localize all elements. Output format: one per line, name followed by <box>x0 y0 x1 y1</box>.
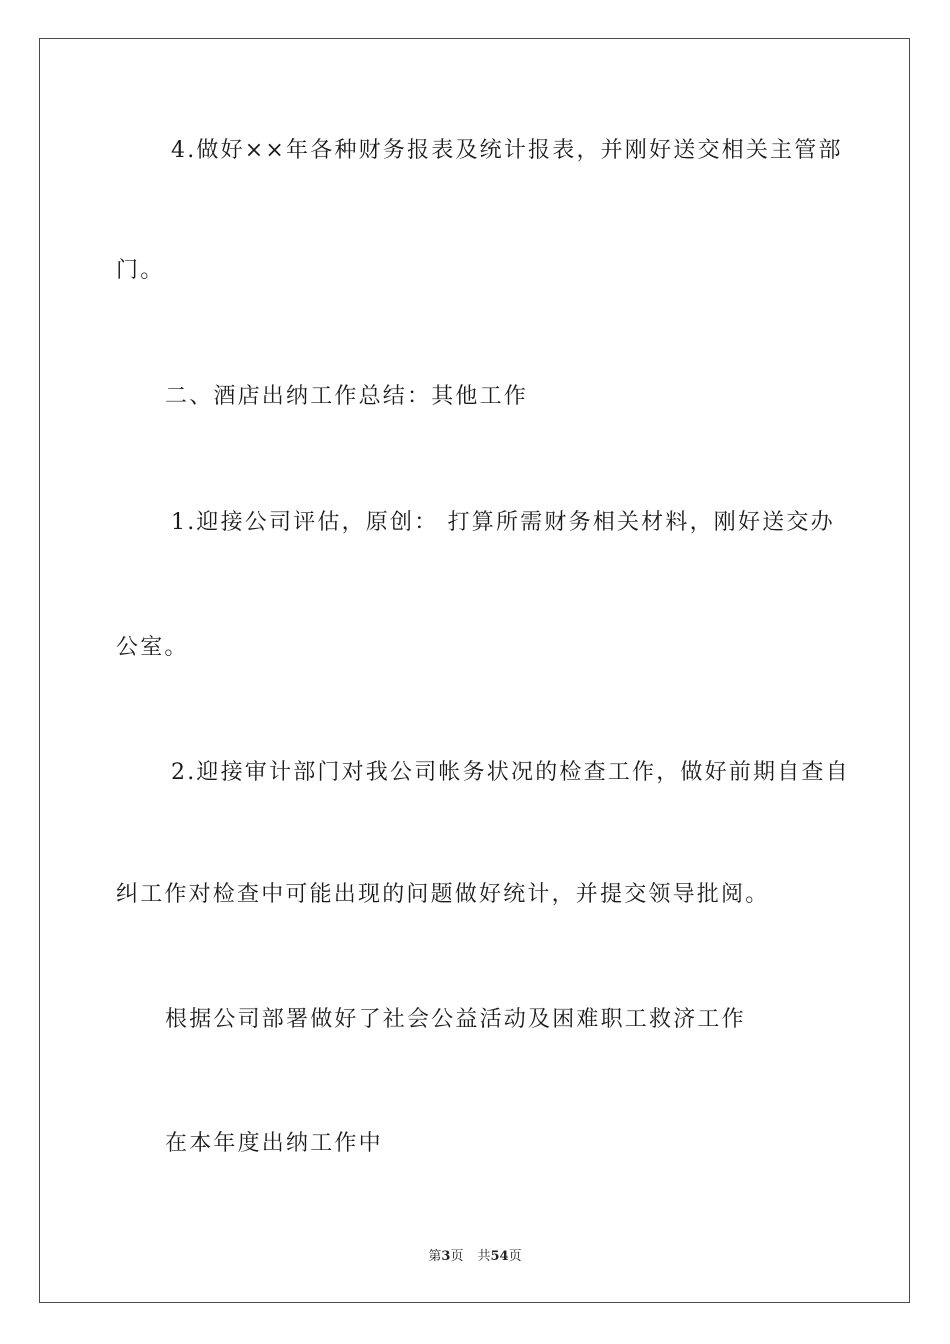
paragraph-line: 纠工作对检查中可能出现的问题做好统计，并提交领导批阅。 <box>116 882 770 907</box>
paragraph-line: 1.迎接公司评估，原创： 打算所需财务相关材料，刚好送交办 <box>171 510 835 535</box>
paragraph-line: 门。 <box>116 258 165 283</box>
page-footer <box>0 1248 950 1266</box>
paragraph-line: 4.做好××年各种财务报表及统计报表，并刚好送交相关主管部 <box>171 138 843 163</box>
paragraph-line: 根据公司部署做好了社会公益活动及困难职工救济工作 <box>165 1007 746 1032</box>
total-page-count: 54 <box>490 1249 509 1264</box>
current-page-number: 3 <box>441 1249 451 1264</box>
paragraph-line: 2.迎接审计部门对我公司帐务状况的检查工作，做好前期自查自 <box>171 760 850 785</box>
paragraph-line: 在本年度出纳工作中 <box>165 1131 383 1156</box>
page-suffix: 页 <box>450 1249 464 1264</box>
total-suffix: 页 <box>508 1249 522 1264</box>
page-border <box>39 38 910 1303</box>
section-heading: 二、酒店出纳工作总结：其他工作 <box>165 384 529 409</box>
paragraph-line: 公室。 <box>116 635 189 660</box>
page-prefix: 第 <box>428 1249 442 1264</box>
total-prefix: 共 <box>477 1249 491 1264</box>
